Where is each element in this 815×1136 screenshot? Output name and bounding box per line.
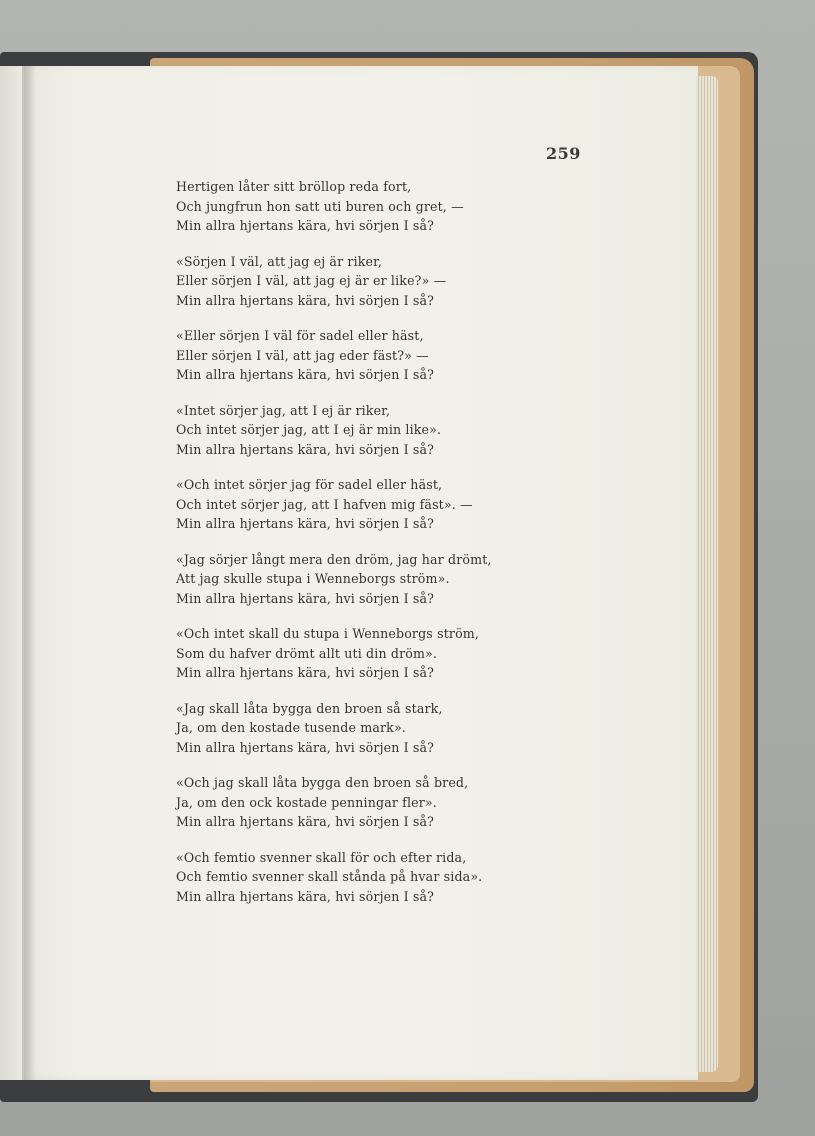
- page-fore-edge: [696, 76, 718, 1072]
- verse-line: Min allra hjertans kära, hvi sörjen I så?: [176, 367, 435, 382]
- verse-line: Min allra hjertans kära, hvi sörjen I så?: [176, 665, 435, 680]
- verse-line: Min allra hjertans kära, hvi sörjen I så?: [176, 292, 435, 308]
- poem-text: [176, 177, 516, 922]
- stanza: [176, 475, 516, 534]
- verse-line: Min allra hjertans kära, hvi sörjen I så?: [176, 888, 435, 904]
- verse-line: Och jungfrun hon satt uti buren och gret, —: [176, 198, 464, 214]
- page-number: 259: [546, 144, 581, 163]
- gutter-shadow: [22, 66, 36, 1080]
- verse-line: Och femtio svenner skall stånda på hvar sida».: [176, 869, 483, 884]
- verse-line: Min allra hjertans kära, hvi sörjen I så?: [176, 441, 435, 457]
- verse-line: «Sörjen I väl, att jag ej är riker,: [176, 253, 383, 269]
- stanza: [176, 177, 516, 236]
- verse-line: Och intet sörjer jag, att I hafven mig fäst». —: [176, 496, 473, 512]
- verse-line: Min allra hjertans kära, hvi sörjen I så?: [176, 739, 435, 755]
- verse-line: Hertigen låter sitt bröllop reda fort,: [176, 179, 412, 194]
- stanza: [176, 326, 516, 385]
- verse-line: «Och femtio svenner skall för och efter rida,: [176, 849, 467, 865]
- stanza: [176, 699, 516, 758]
- verse-line: Att jag skulle stupa i Wenneborgs ström».: [176, 571, 450, 586]
- verse-line: «Intet sörjer jag, att I ej är riker,: [176, 402, 391, 418]
- verse-line: Eller sörjen I väl, att jag eder fäst?» —: [176, 347, 429, 363]
- stanza: [176, 252, 516, 311]
- stanza: [176, 624, 516, 683]
- verse-line: Min allra hjertans kära, hvi sörjen I så?: [176, 516, 435, 531]
- verse-line: Min allra hjertans kära, hvi sörjen I så?: [176, 590, 435, 606]
- verse-line: «Jag sörjer långt mera den dröm, jag har drömt,: [176, 551, 492, 567]
- verse-line: Och intet sörjer jag, att I ej är min like».: [176, 422, 442, 437]
- verse-line: «Eller sörjen I väl för sadel eller häst,: [176, 328, 424, 343]
- verse-line: «Och jag skall låta bygga den broen så bred,: [176, 775, 469, 790]
- verse-line: «Och intet sörjer jag för sadel eller häst,: [176, 477, 443, 492]
- verse-line: Ja, om den kostade tusende mark».: [176, 720, 406, 735]
- verse-line: Ja, om den ock kostade penningar fler».: [176, 794, 437, 810]
- stanza: [176, 550, 516, 609]
- verse-line: «Och intet skall du stupa i Wenneborgs ström,: [176, 626, 480, 641]
- stanza: [176, 401, 516, 460]
- stanza: [176, 848, 516, 907]
- stanza: [176, 773, 516, 832]
- verse-line: «Jag skall låta bygga den broen så stark,: [176, 700, 443, 716]
- verse-line: Min allra hjertans kära, hvi sörjen I så?: [176, 814, 435, 829]
- verse-line: Eller sörjen I väl, att jag ej är er like?» —: [176, 273, 447, 288]
- verse-line: Som du hafver drömt allt uti din dröm».: [176, 645, 438, 661]
- verse-line: Min allra hjertans kära, hvi sörjen I så?: [176, 218, 435, 233]
